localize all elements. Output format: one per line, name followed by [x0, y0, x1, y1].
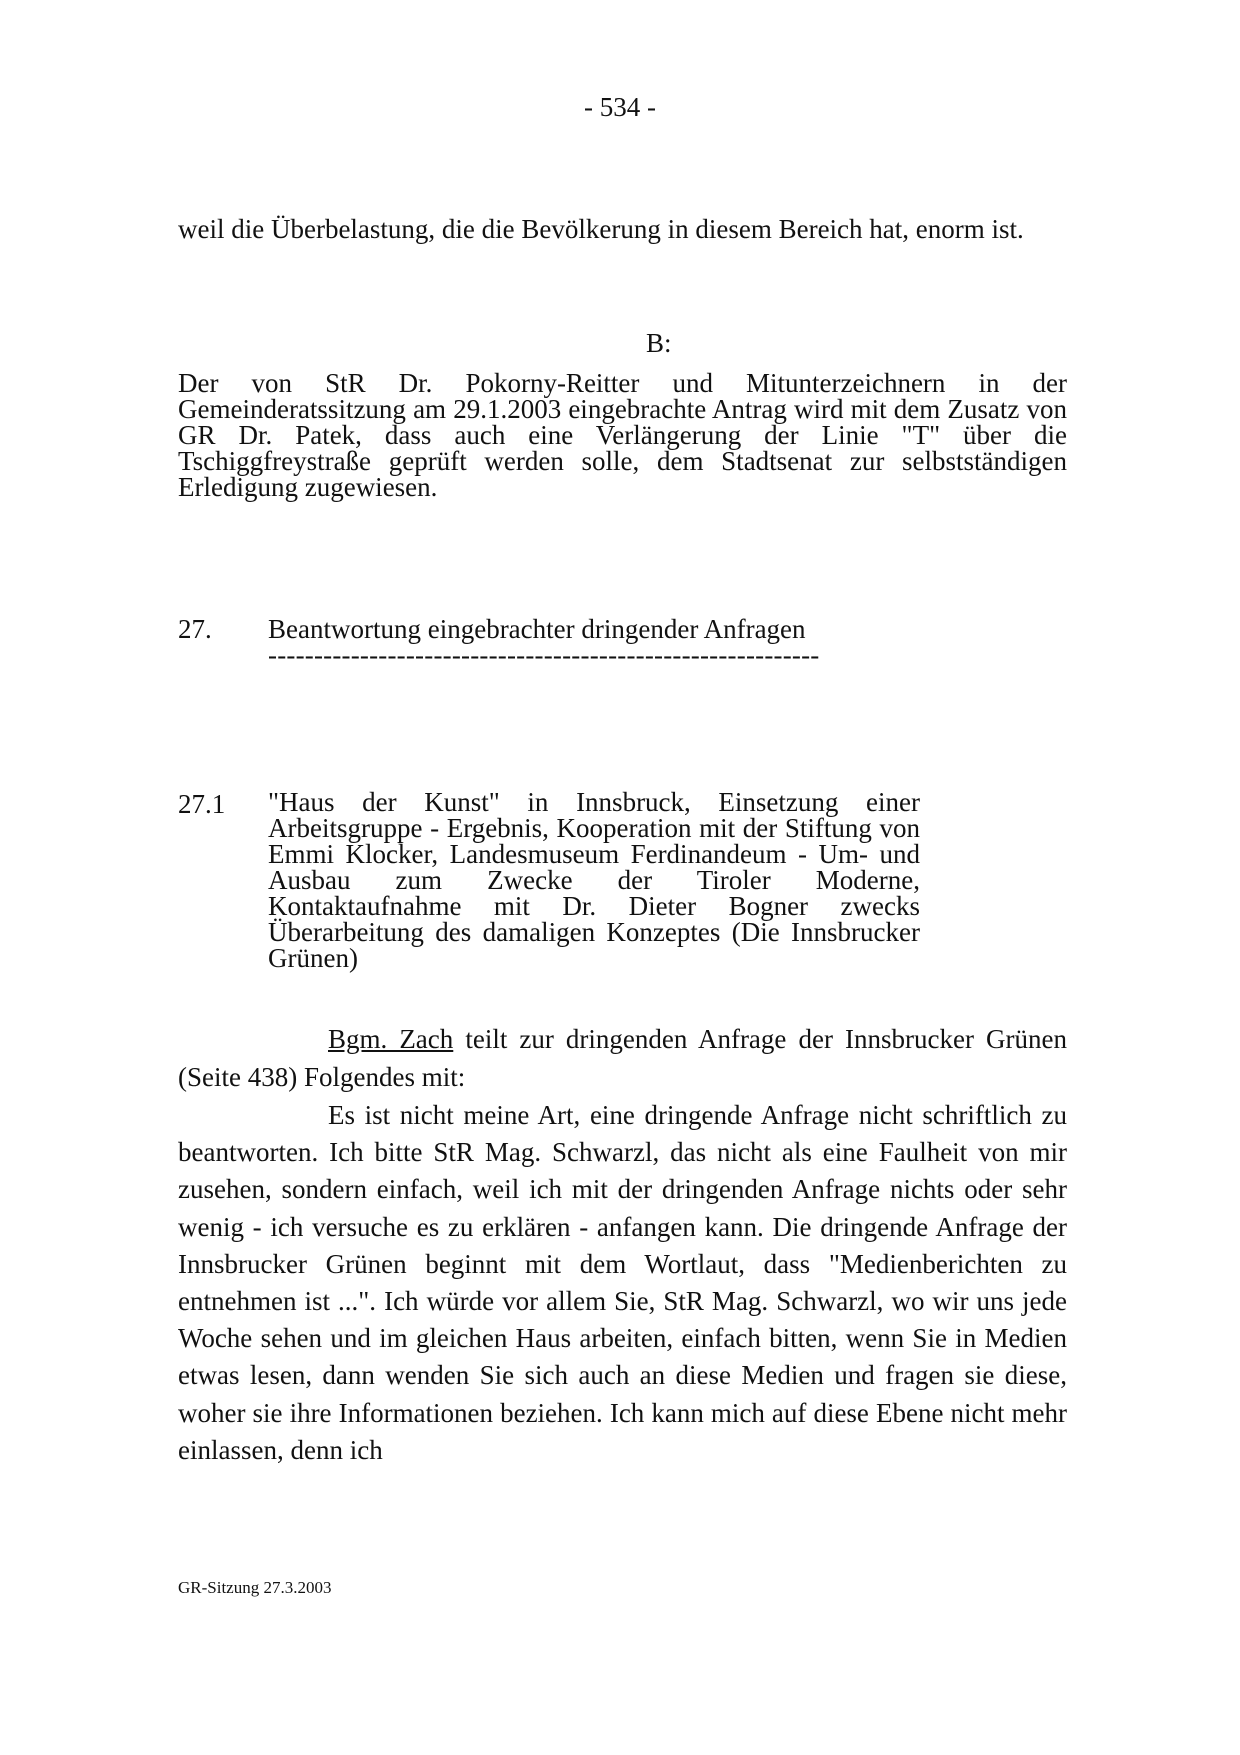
speech-intro-paragraph	[178, 1020, 1067, 1096]
item-27-1-title: "Haus der Kunst" in Innsbruck, Einsetzung einer Arbeitsgruppe - Ergebnis, Kooperation mit der Stiftung von Emmi Klocker, Landesmuseum Ferdinandeum - Um- und Ausbau zum Zwecke der Tiroler Moderne, Kontaktaufnahme mit Dr. Dieter Bogner zwecks Überarbeitung des damaligen Konzeptes (Die Innsbrucker Grünen)	[268, 787, 920, 973]
speaker-name: Bgm. Zach	[328, 1024, 454, 1054]
section-b-paragraph: Der von StR Dr. Pokorny-Reitter und Mitunterzeichnern in der Gemeinderatssitzung am 29.1.2003 eingebrachte Antrag wird mit dem Zusatz von GR Dr. Patek, dass auch eine Verlängerung der Linie "T" über die Tschiggfreystraße geprüft werden solle, dem Stadtsenat zur selbstständigen Erledigung zugewiesen.	[178, 368, 1067, 502]
item-27-title: Beantwortung eingebrachter dringender Anfragen	[268, 614, 806, 644]
page-footer: GR-Sitzung 27.3.2003	[178, 1578, 332, 1597]
speech-body-text: Es ist nicht meine Art, eine dringende Anfrage nicht schriftlich zu beantworten. Ich bitte StR Mag. Schwarzl, das nicht als eine Faulheit von mir zusehen, sondern einfach, weil ich mit der dringenden Anfrage nichts oder sehr wenig - ich versuche es zu erklären - anfangen kann. Die dringende Anfrage der Innsbrucker Grünen beginnt mit dem Wortlaut, dass "Medienberichten zu entnehmen ist ...". Ich würde vor allem Sie, StR Mag. Schwarzl, wo wir uns jede Woche sehen und im gleichen Haus arbeiten, einfach bitten, wenn Sie in Medien etwas lesen, dann wenden Sie sich auch an diese Medien und fragen sie diese, woher sie ihre Informationen beziehen. Ich kann mich auf diese Ebene nicht mehr einlassen, denn ich	[178, 1100, 1067, 1465]
speech-intro-text: teilt zur dringenden Anfrage der Innsbrucker Grünen (Seite 438) Folgendes mit:	[178, 1024, 1067, 1092]
continuation-paragraph: weil die Überbelastung, die die Bevölkerung in diesem Bereich hat, enorm ist.	[178, 214, 1024, 244]
item-27-underline-rule: ------------------------------------------------------------	[268, 640, 820, 670]
item-27-number: 27.	[178, 614, 212, 644]
speech-body-paragraph	[178, 1097, 1067, 1469]
item-27-1-number: 27.1	[178, 789, 226, 819]
page-number: - 534 -	[584, 92, 656, 122]
section-b-label: B:	[646, 328, 672, 358]
